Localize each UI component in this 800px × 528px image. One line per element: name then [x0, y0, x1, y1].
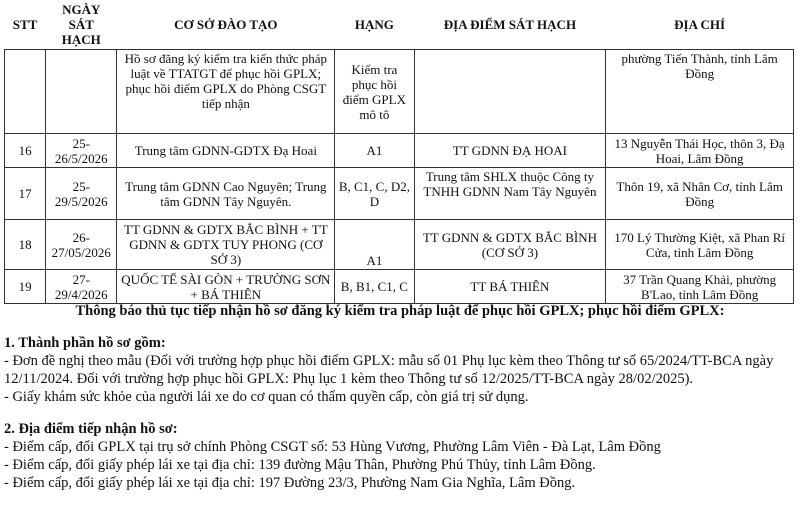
table-row [5, 134, 794, 168]
cell-address: Thôn 19, xã Nhân Cơ, tỉnh Lâm Đồng [606, 168, 794, 220]
cell-training-center: Trung tâm GDNN Cao Nguyên; Trung tâm GDNN Tây Nguyên. [117, 168, 335, 220]
cell-test-location: TT GDNN & GDTX BẮC BÌNH (CƠ SỞ 3) [414, 220, 606, 270]
cell-test-location: TT GDNN ĐẠ HOAI [414, 134, 606, 168]
table-row [5, 220, 794, 270]
cell-stt: 17 [5, 168, 46, 220]
cell-stt: 16 [5, 134, 46, 168]
cell-address: phường Tiến Thành, tỉnh Lâm Đồng [606, 50, 794, 134]
cell-class: A1 [335, 220, 414, 270]
section-1-heading: 1. Thành phần hồ sơ gồm: [4, 335, 166, 351]
cell-test-location [414, 50, 606, 134]
header-stt: STT [12, 17, 38, 32]
section-2-line: - Điểm cấp, đổi giấy phép lái xe tại địa chỉ: 197 Đường 23/3, Phường Nam Gia Nghĩa, Lâm Đồng. [4, 475, 576, 491]
header-address: ĐỊA CHỈ [674, 17, 726, 32]
cell-date: 26-27/05/2026 [46, 220, 117, 270]
cell-class: Kiểm tra phục hồi điểm GPLX mô tô [335, 50, 414, 134]
header-training-center: CƠ SỞ ĐÀO TẠO [174, 17, 278, 32]
cell-training-center: Trung tâm GDNN-GDTX Đạ Hoai [117, 134, 335, 168]
cell-date: 25-26/5/2026 [46, 134, 117, 168]
table-row [5, 270, 794, 304]
cell-address: 37 Trần Quang Khải, phường B'Lao, tỉnh Lâm Đồng [606, 270, 794, 304]
section-1-line: - Đơn đề nghị theo mẫu (Đối với trường hợp phục hồi điểm GPLX: mẫu số 01 Phụ lục kèm theo Thông tư số 65/2024/TT-BCA ngày 12/11/2024. Đối với trường hợp phục hồi GPLX: Phụ lục 1 kèm theo Thông tư số 12/2025/TT-BCA ngày 28/02/2025). [4, 353, 774, 387]
cell-stt: 18 [5, 220, 46, 270]
header-test-location: ĐỊA ĐIỂM SÁT HẠCH [443, 17, 577, 32]
cell-training-center: TT GDNN & GDTX BẮC BÌNH + TT GDNN & GDTX TUY PHONG (CƠ SỞ 3) [117, 220, 335, 270]
table-header-row [5, 0, 794, 50]
cell-test-location: TT BÁ THIÊN [414, 270, 606, 304]
section-2-heading: 2. Địa điểm tiếp nhận hồ sơ: [4, 421, 178, 437]
cell-stt: 19 [5, 270, 46, 304]
table-row [5, 168, 794, 220]
cell-class: A1 [335, 134, 414, 168]
notice-section [4, 302, 796, 492]
cell-date: 27-29/4/2026 [46, 270, 117, 304]
notice-title: Thông báo thủ tục tiếp nhận hồ sơ đăng ký kiểm tra pháp luật để phục hồi GPLX; phục hồi điểm GPLX: [75, 303, 725, 319]
cell-address: 170 Lý Thường Kiệt, xã Phan Rí Cửa, tỉnh Lâm Đồng [606, 220, 794, 270]
cell-training-center: Hồ sơ đăng ký kiểm tra kiến thức pháp luật về TTATGT để phục hồi GPLX; phục hồi điểm GPLX do Phòng CSGT tiếp nhận [117, 50, 335, 134]
section-2-line: - Điểm cấp, đổi GPLX tại trụ sở chính Phòng CSGT số: 53 Hùng Vương, Phường Lâm Viên - Đà Lạt, Lâm Đồng [4, 439, 661, 455]
header-date: NGÀY SÁT HẠCH [61, 2, 101, 47]
schedule-table [4, 0, 794, 304]
cell-training-center: QUỐC TẾ SÀI GÒN + TRƯỜNG SƠN + BÁ THIÊN [117, 270, 335, 304]
section-2-line: - Điểm cấp, đổi giấy phép lái xe tại địa chỉ: 139 đường Mậu Thân, Phường Phú Thủy, tỉnh Lâm Đồng. [4, 457, 596, 473]
cell-date: 25-29/5/2026 [46, 168, 117, 220]
table-row [5, 50, 794, 134]
cell-address: 13 Nguyễn Thái Học, thôn 3, Đạ Hoai, Lâm Đồng [606, 134, 794, 168]
section-1-line: - Giấy khám sức khỏe của người lái xe do cơ quan có thẩm quyền cấp, còn giá trị sử dụng. [4, 389, 529, 405]
cell-class: B, B1, C1, C [335, 270, 414, 304]
cell-class: B, C1, C, D2, D [335, 168, 414, 220]
cell-test-location: Trung tâm SHLX thuộc Công ty TNHH GDNN Nam Tây Nguyên [414, 168, 606, 220]
cell-date [46, 50, 117, 134]
cell-stt [5, 50, 46, 134]
header-class: HẠNG [354, 17, 394, 32]
